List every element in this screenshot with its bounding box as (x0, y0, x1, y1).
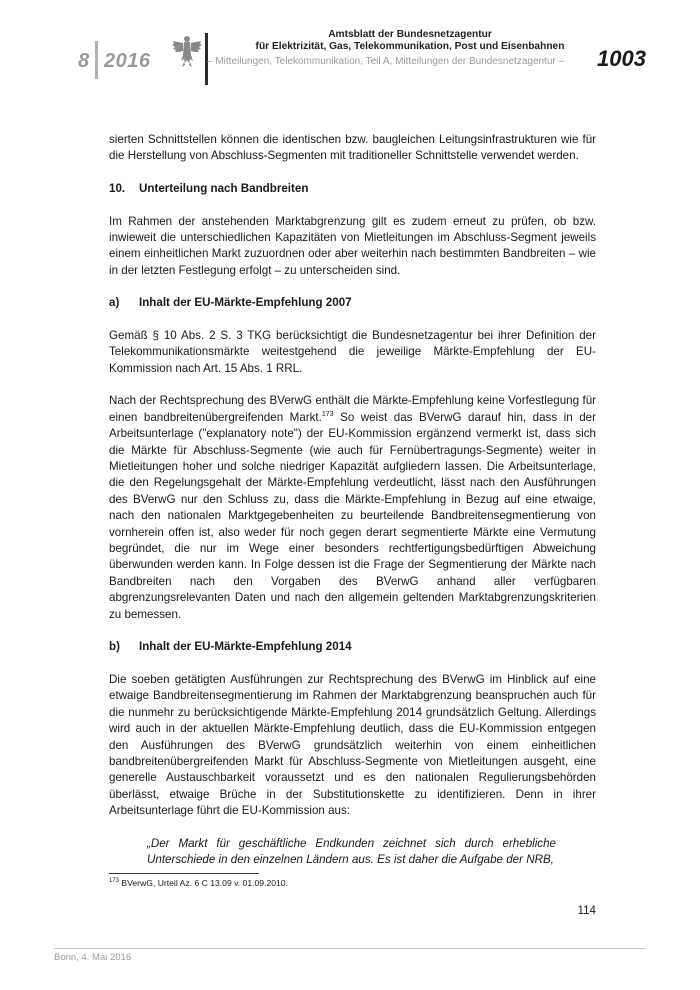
paragraph-text: Nach der Rechtsprechung des BVerwG enthält die Märkte-Empfehlung keine Vorfestlegung für einen bandbreitenübergreifenden Markt. (109, 394, 596, 424)
paragraph: Gemäß § 10 Abs. 2 S. 3 TKG berücksichtigt die Bundesnetzagentur bei ihrer Definition der Telekommunikationsmärkte weitestgehend die jeweilige Märkte-Empfehlung der EU-Kommission nach Art. 15 Abs. 1 RRL. (109, 329, 596, 375)
paragraph-text: So weist das BVerwG darauf hin, dass in der Arbeitsunterlage ("explanatory note") der EU-Kommission ergänzend vermerkt ist, dass sich die Märkte für Abschluss-Segmente (wie auch für Fernübertragungs-Segmente) weiter in Mietleitungen hoher und solche niedriger Kapazität aufgliedern lassen. Die Arbeitsunterlage, die den Regelungsgehalt der Märkte-Empfehlung verdeutlicht, lässt nach den Ausführungen des BVerwG nur den Schluss zu, dass die Märkte-Empfehlung in Bezug auf eine etwaige, nach den nationalen Marktgegebenheiten zu beurteilende Bandbreitensegmentierung von vornherein offen ist, also weder für noch gegen derart segmentierte Märkte eine Vermutung begründet, die nur im Wege einer besonders rechtfertigungsbedürftigen Abweichung überwunden werden kann. In Folge dessen ist die Frage der Segmentierung der Märkte nach Bandbreiten nach den Vorgaben des BVerwG anhand aller verfügbaren abgrenzungsrelevanten Daten und nach den allgemein geltenden Marktabgrenzungskriterien zu bemessen. (109, 410, 596, 621)
paragraph (109, 393, 596, 623)
section-heading-10 (109, 181, 596, 197)
footer-date: Bonn, 4. Mai 2016 (54, 952, 132, 963)
paragraph: Die soeben getätigten Ausführungen zur Rechtsprechung des BVerwG im Hinblick auf eine etwaige Bandbreitensegmentierung im Rahmen der Marktabgrenzung beanspruchen auch für die nunmehr zu berücksichtigende Märkte-Empfehlung 2014 grundsätzlich Geltung. Allerdings wird auch in der aktuellen Märkte-Empfehlung deutlich, dass die EU-Kommission entgegen den Ausführungen des BVerwG grundsätzlich weiterhin von einem einheitlichen bandbreitenübergreifenden Markt für Abschluss-Segmente von Mietleitungen ausgeht, eine generelle Austauschbarkeit voraussetzt und es den nationalen Regulierungsbehörden überlässt, etwaige Brüche in der Substitutionskette zu identifizieren. Denn in ihrer Arbeitsunterlage führt die EU-Kommission aus: (109, 672, 596, 818)
block-quote: „Der Markt für geschäftliche Endkunden zeichnet sich durch erhebliche Unterschiede in den einzelnen Ländern aus. Es ist daher die Aufgabe der NRB, (147, 836, 556, 867)
journal-page-number: 1003 (597, 46, 646, 71)
header-divider (95, 41, 98, 79)
issue-year: 2016 (104, 50, 151, 72)
page-number: 114 (577, 904, 596, 917)
section-number: 10. (109, 182, 126, 195)
journal-title-line1: Amtsblatt der Bundesnetzagentur (328, 29, 492, 40)
footnote-reference[interactable]: 173 (321, 410, 334, 418)
subsection-heading-b (109, 639, 596, 655)
footnote-separator (109, 873, 259, 874)
paragraph: Im Rahmen der anstehenden Marktabgrenzung gilt es zudem erneut zu prüfen, ob bzw. inwieweit die unterschiedlichen Kapazitäten von Mietleitungen im Abschluss-Segment jeweils einem einheitlichen Markt zuzuordnen oder aber weiterhin nach bestimmten Bandbreiten – wie in der letzten Festlegung erfolgt – zu unterscheiden sind. (109, 214, 596, 277)
document-body (109, 132, 596, 869)
section-title: Unterteilung nach Bandbreiten (139, 182, 309, 195)
footnote-text: BVerwG, Urteil Az. 6 C 13.09 v. 01.09.2010. (119, 878, 288, 888)
subsection-heading-a (109, 295, 596, 311)
footnote (109, 878, 288, 888)
footer-divider (54, 948, 646, 949)
federal-eagle-icon (171, 33, 203, 69)
journal-title-line2: für Elektrizität, Gas, Telekommunikation, Post und Eisenbahnen (255, 41, 565, 52)
footnote-number: 173 (109, 878, 120, 885)
subsection-label: b) (109, 640, 120, 654)
issue-number: 8 (78, 50, 90, 72)
paragraph: sierten Schnittstellen können die identischen bzw. baugleichen Leitungsinfrastrukturen wie für die Herstellung von Abschluss-Segmenten mit traditioneller Schnittstelle verwendet werden. (109, 133, 596, 163)
subsection-title: Inhalt der EU-Märkte-Empfehlung 2014 (139, 640, 352, 654)
subsection-label: a) (109, 296, 120, 310)
subsection-title: Inhalt der EU-Märkte-Empfehlung 2007 (139, 296, 352, 310)
journal-subtitle: – Mitteilungen, Telekommunikation, Teil A, Mitteilungen der Bundesnetzagentur – (207, 56, 565, 67)
